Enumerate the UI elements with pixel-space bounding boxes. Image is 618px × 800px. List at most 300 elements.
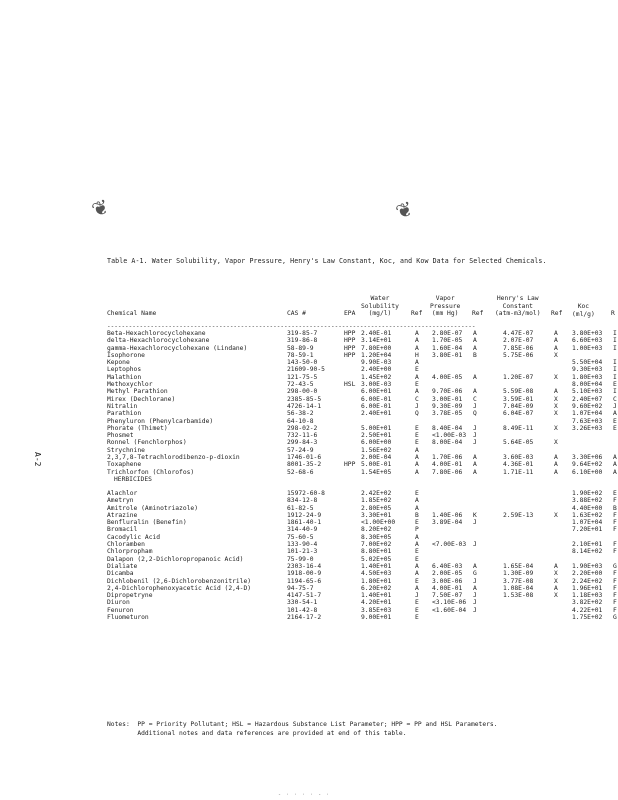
cas-cell: 298-02-2 (287, 424, 318, 432)
ref-cell: Q (415, 410, 419, 418)
ref-cell: A (473, 337, 477, 345)
ref-cell: E (415, 432, 419, 440)
chemical-name-cell: Dialiate (107, 562, 138, 570)
ref-cell: A (415, 541, 419, 549)
cas-cell: 64-10-8 (287, 417, 314, 425)
header-rule: ------------------------------------------------------------------------------------------------------ (107, 323, 476, 330)
ref-cell: I (613, 373, 617, 381)
chemical-name-cell: Phorate (Thimet) (107, 424, 168, 432)
solubility-cell: 3.00E-03 (361, 381, 392, 389)
chemical-name-cell: 2,4-Dichlorophenoxyacetic Acid (2,4-D) (107, 584, 252, 592)
ref-cell: A (473, 454, 477, 462)
ref-cell: J (613, 402, 617, 410)
chemical-name-cell: Malathion (107, 373, 142, 381)
header-ref1: Ref (411, 310, 423, 317)
solubility-cell: <1.00E+00 (361, 519, 396, 527)
ref-cell: A (415, 497, 419, 505)
cas-cell: 94-75-7 (287, 584, 314, 592)
solubility-cell: 2.50E+01 (361, 432, 392, 440)
vapor-pressure-cell: 2.00E-05 (432, 570, 463, 578)
table-row (107, 614, 618, 621)
vapor-pressure-cell: 9.70E-06 (432, 388, 463, 396)
koc-cell: 2.24E+02 (572, 577, 603, 585)
ref-cell: A (473, 468, 477, 476)
ref-cell: A (415, 344, 419, 352)
table-row (107, 541, 618, 548)
chemical-name-cell: Ametryn (107, 497, 134, 505)
vapor-pressure-cell: 8.00E-04 (432, 439, 463, 447)
koc-cell: 6.10E+00 (572, 468, 603, 476)
table-row (107, 563, 618, 570)
page-number: A-2 (33, 452, 42, 467)
solubility-cell: 1.40E+01 (361, 592, 392, 600)
ref-cell: A (554, 344, 558, 352)
ref-cell: J (415, 592, 419, 600)
table-body (107, 330, 618, 621)
ref-cell: X (554, 410, 558, 418)
header-koc: Koc (ml/g) (572, 303, 595, 318)
chemical-name-cell: Leptophos (107, 366, 142, 374)
vapor-pressure-cell: 1.60E-04 (432, 344, 463, 352)
koc-cell: 1.07E+04 (572, 410, 603, 418)
chemical-name-cell: Phosmet (107, 432, 134, 440)
henrys-constant-cell: 1.08E-04 (503, 584, 534, 592)
ref-cell: I (613, 330, 617, 337)
henrys-constant-cell: 8.49E-11 (503, 424, 534, 432)
cas-cell: 8001-35-2 (287, 461, 322, 469)
section-heading: HERBICIDES (114, 475, 152, 483)
ref-cell: F (613, 497, 617, 505)
henrys-constant-cell: 5.75E-06 (503, 351, 534, 359)
ref-cell: A (415, 337, 419, 345)
koc-cell: 1.96E+01 (572, 584, 603, 592)
table-row (107, 403, 618, 410)
ref-cell: F (613, 511, 617, 519)
chemical-name-cell: Kepone (107, 359, 130, 367)
cas-cell: 732-11-6 (287, 432, 318, 440)
table-row (107, 425, 618, 432)
koc-cell: 1.90E+03 (572, 562, 603, 570)
cas-cell: 58-89-9 (287, 344, 314, 352)
ref-cell: I (613, 388, 617, 396)
solubility-cell: 6.00E+00 (361, 439, 392, 447)
chemical-name-cell: Methyl Parathion (107, 388, 168, 396)
cas-cell: 2303-16-4 (287, 562, 322, 570)
ref-cell: J (473, 432, 477, 440)
header-vapor-pressure: Vapor Pressure (mm Hg) (430, 295, 461, 318)
cas-cell: 1194-65-6 (287, 577, 322, 585)
chemical-name-cell: Beta-Hexachlorocyclohexane (107, 330, 206, 337)
ref-cell: G (473, 570, 477, 578)
henrys-constant-cell: 1.53E-08 (503, 592, 534, 600)
vapor-pressure-cell: <3.10E-06 (432, 599, 467, 607)
ref-cell: J (473, 541, 477, 549)
chemical-name-cell: 2,3,7,8-Tetrachlorodibenzo-p-dioxin (107, 454, 240, 462)
ref-cell: X (554, 570, 558, 578)
koc-cell: 7.63E+03 (572, 417, 603, 425)
henrys-constant-cell: 7.85E-06 (503, 344, 534, 352)
cas-cell: 56-38-2 (287, 410, 314, 418)
ref-cell: X (554, 395, 558, 403)
ref-cell: E (613, 417, 617, 425)
koc-cell: 9.60E+02 (572, 402, 603, 410)
henrys-constant-cell: 5.59E-08 (503, 388, 534, 396)
koc-cell: 6.60E+03 (572, 337, 603, 345)
solubility-cell: 3.85E+03 (361, 606, 392, 614)
koc-cell: 1.75E+02 (572, 613, 603, 621)
chemical-name-cell: delta-Hexachlorocyclohexane (107, 337, 210, 345)
ref-cell: A (473, 344, 477, 352)
ref-cell: J (473, 592, 477, 600)
chemical-name-cell: Dichlobenil (2,6-Dichlorobenzonitrile) (107, 577, 252, 585)
solubility-cell: 4.50E+03 (361, 570, 392, 578)
ref-cell: E (415, 613, 419, 621)
ref-cell: A (554, 562, 558, 570)
cas-cell: 330-54-1 (287, 599, 318, 607)
ref-cell: F (613, 570, 617, 578)
cas-cell: 57-24-9 (287, 446, 314, 454)
cas-cell: 1746-01-6 (287, 454, 322, 462)
epa-cell: HPP (344, 344, 356, 352)
henrys-constant-cell: 1.30E-09 (503, 570, 534, 578)
table-row (107, 519, 618, 526)
solubility-cell: 1.56E+02 (361, 446, 392, 454)
header-chemical-name: Chemical Name (107, 310, 157, 317)
henrys-constant-cell: 1.20E-07 (503, 373, 534, 381)
henrys-constant-cell: 2.07E-07 (503, 337, 534, 345)
ref-cell: E (613, 489, 617, 497)
ref-cell: X (554, 424, 558, 432)
ref-cell: I (613, 344, 617, 352)
vapor-pressure-cell: 4.00E-05 (432, 373, 463, 381)
ref-cell: G (613, 562, 617, 570)
ref-cell: E (613, 381, 617, 389)
solubility-cell: 9.90E-03 (361, 359, 392, 367)
ref-cell: J (473, 519, 477, 527)
table-row (107, 352, 618, 359)
chemical-name-cell: Phenyluron (Phenylcarbamide) (107, 417, 214, 425)
ref-cell: A (473, 562, 477, 570)
epa-cell: HPP (344, 461, 356, 469)
koc-cell: 1.00E+03 (572, 344, 603, 352)
ref-cell: E (415, 489, 419, 497)
scan-smudge-right: ❦ (392, 195, 417, 225)
koc-cell: 9.30E+03 (572, 366, 603, 374)
chemical-name-cell: Diuron (107, 599, 130, 607)
ref-cell: E (415, 577, 419, 585)
koc-cell: 4.22E+01 (572, 606, 603, 614)
solubility-cell: 1.20E+04 (361, 351, 392, 359)
table-row (107, 374, 618, 381)
chemical-name-cell: Nitralin (107, 402, 138, 410)
ref-cell: A (415, 454, 419, 462)
koc-cell: 3.80E+03 (572, 330, 603, 337)
vapor-pressure-cell: 3.89E-04 (432, 519, 463, 527)
vapor-pressure-cell: 9.30E-09 (432, 402, 463, 410)
chemical-name-cell: Chlorpropham (107, 548, 153, 556)
cas-cell: 101-21-3 (287, 548, 318, 556)
header-water-solubility: Water Solubility (mg/l) (361, 295, 399, 318)
chemical-name-cell: Mirex (Dechlorane) (107, 395, 176, 403)
table-row (107, 505, 618, 512)
ref-cell: C (473, 395, 477, 403)
chemical-name-cell: Cacodylic Acid (107, 533, 161, 541)
koc-cell: 1.80E+03 (572, 373, 603, 381)
vapor-pressure-cell: 1.40E-06 (432, 511, 463, 519)
ref-cell: B (415, 511, 419, 519)
ref-cell: X (554, 402, 558, 410)
solubility-cell: 2.80E+05 (361, 504, 392, 512)
table-row (107, 497, 618, 504)
chemical-name-cell: Chloramben (107, 541, 145, 549)
ref-cell: F (613, 577, 617, 585)
cas-cell: 101-42-8 (287, 606, 318, 614)
table-row (107, 585, 618, 592)
solubility-cell: 7.80E+00 (361, 344, 392, 352)
ref-cell: F (613, 584, 617, 592)
ref-cell: I (613, 337, 617, 345)
ref-cell: J (473, 599, 477, 607)
solubility-cell: 3.30E+01 (361, 511, 392, 519)
vapor-pressure-cell: 3.00E-06 (432, 577, 463, 585)
ref-cell: X (554, 592, 558, 600)
ref-cell: A (473, 388, 477, 396)
ref-cell: X (554, 351, 558, 359)
vapor-pressure-cell: 4.00E-01 (432, 461, 463, 469)
chemical-name-cell: gamma-Hexachlorocyclohexane (Lindane) (107, 344, 248, 352)
solubility-cell: 7.00E+02 (361, 541, 392, 549)
koc-cell: 3.82E+02 (572, 599, 603, 607)
chemical-name-cell: Alachlor (107, 489, 138, 497)
ref-cell: A (415, 570, 419, 578)
ref-cell: E (415, 381, 419, 389)
table-row (107, 490, 618, 497)
solubility-cell: 8.30E+05 (361, 533, 392, 541)
ref-cell: E (415, 439, 419, 447)
solubility-cell: 5.00E+01 (361, 424, 392, 432)
vapor-pressure-cell: 7.80E-06 (432, 468, 463, 476)
ref-cell: E (415, 599, 419, 607)
ref-cell: B (613, 504, 617, 512)
chemical-name-cell: Bromacil (107, 526, 138, 534)
table-row (107, 607, 618, 614)
ref-cell: E (613, 424, 617, 432)
cas-cell: 1861-40-1 (287, 519, 322, 527)
ref-cell: A (415, 504, 419, 512)
chemical-name-cell: Benfluralin (Benefin) (107, 519, 187, 527)
ref-cell: A (415, 330, 419, 337)
table-caption: Table A-1. Water Solubility, Vapor Pressure, Henry's Law Constant, Koc, and Kow Data for Selected Chemicals. (107, 257, 547, 265)
koc-cell: 8.14E+02 (572, 548, 603, 556)
table-row (107, 396, 618, 403)
koc-cell: 5.50E+04 (572, 359, 603, 367)
ref-cell: K (473, 511, 477, 519)
ref-cell: F (613, 606, 617, 614)
solubility-cell: 2.00E-04 (361, 454, 392, 462)
ref-cell: P (415, 526, 419, 534)
table-row (107, 432, 618, 439)
ref-cell: F (613, 526, 617, 534)
chemical-name-cell: Atrazine (107, 511, 138, 519)
table-row (107, 570, 618, 577)
solubility-cell: 1.54E+05 (361, 468, 392, 476)
solubility-cell: 9.00E+01 (361, 613, 392, 621)
ref-cell: A (473, 461, 477, 469)
table-row (107, 410, 618, 417)
ref-cell: E (415, 606, 419, 614)
ref-cell: Q (473, 410, 477, 418)
cas-cell: 61-82-5 (287, 504, 314, 512)
vapor-pressure-cell: 6.40E-03 (432, 562, 463, 570)
solubility-cell: 6.20E+02 (361, 584, 392, 592)
solubility-cell: 8.20E+02 (361, 526, 392, 534)
cas-cell: 4726-14-1 (287, 402, 322, 410)
ref-cell: A (415, 584, 419, 592)
ref-cell: A (554, 330, 558, 337)
ref-cell: J (473, 439, 477, 447)
ref-cell: F (613, 541, 617, 549)
table-row (107, 330, 618, 337)
vapor-pressure-cell: 8.40E-04 (432, 424, 463, 432)
koc-cell: 2.40E+07 (572, 395, 603, 403)
header-ref3: Ref (551, 310, 563, 317)
henrys-constant-cell: 4.47E-07 (503, 330, 534, 337)
cas-cell: 4147-51-7 (287, 592, 322, 600)
vapor-pressure-cell: 1.70E-06 (432, 454, 463, 462)
ref-cell: J (473, 577, 477, 585)
chemical-name-cell: Strychnine (107, 446, 145, 454)
vapor-pressure-cell: 3.00E-01 (432, 395, 463, 403)
ref-cell: E (415, 519, 419, 527)
table-row (107, 599, 618, 606)
cas-cell: 2385-85-5 (287, 395, 322, 403)
chemical-name-cell: Methoxychlor (107, 381, 153, 389)
cas-cell: 75-99-0 (287, 555, 314, 563)
header-henrys-law: Henry's Law Constant (atm-m3/mol) (495, 295, 541, 318)
cas-cell: 15972-60-8 (287, 489, 325, 497)
henrys-constant-cell: 1.71E-11 (503, 468, 534, 476)
ref-cell: A (415, 359, 419, 367)
solubility-cell: 1.80E+01 (361, 577, 392, 585)
vapor-pressure-cell: 1.70E-05 (432, 337, 463, 345)
koc-cell: 3.30E+06 (572, 454, 603, 462)
ref-cell: F (613, 592, 617, 600)
cas-cell: 52-68-6 (287, 468, 314, 476)
solubility-cell: 1.45E+02 (361, 373, 392, 381)
table-row (107, 454, 618, 461)
ref-cell: A (415, 562, 419, 570)
chemical-name-cell: Amitrole (Aminotriazole) (107, 504, 198, 512)
ref-cell: X (554, 511, 558, 519)
chemical-name-cell: Dicamba (107, 570, 134, 578)
footer-marks: - · · · · - · (278, 792, 331, 798)
vapor-pressure-cell: <1.60E-04 (432, 606, 467, 614)
solubility-cell: 3.14E+01 (361, 337, 392, 345)
solubility-cell: 2.40E-01 (361, 330, 392, 337)
koc-cell: 1.63E+02 (572, 511, 603, 519)
koc-cell: 4.40E+00 (572, 504, 603, 512)
chemical-name-cell: Parathion (107, 410, 142, 418)
ref-cell: A (613, 461, 617, 469)
ref-cell: F (613, 548, 617, 556)
henrys-constant-cell: 3.60E-03 (503, 454, 534, 462)
ref-cell: J (473, 606, 477, 614)
ref-cell: J (473, 402, 477, 410)
koc-cell: 1.07E+04 (572, 519, 603, 527)
ref-cell: A (415, 468, 419, 476)
ref-cell: H (415, 351, 419, 359)
solubility-cell: 5.02E+05 (361, 555, 392, 563)
solubility-cell: 6.00E+01 (361, 388, 392, 396)
cas-cell: 298-00-0 (287, 388, 318, 396)
ref-cell: C (613, 395, 617, 403)
ref-cell: A (415, 388, 419, 396)
table-row (107, 556, 618, 563)
ref-cell: F (613, 599, 617, 607)
solubility-cell: 2.40E+01 (361, 410, 392, 418)
solubility-cell: 6.00E-01 (361, 402, 392, 410)
chemical-name-cell: Trichlorfon (Chlorofos) (107, 468, 195, 476)
header-cas: CAS # (287, 310, 306, 317)
henrys-constant-cell: 4.36E-01 (503, 461, 534, 469)
koc-cell: 3.88E+02 (572, 497, 603, 505)
table-row (107, 578, 618, 585)
koc-cell: 7.20E+01 (572, 526, 603, 534)
table-row (107, 337, 618, 344)
table-row (107, 381, 618, 388)
koc-cell: 8.00E+04 (572, 381, 603, 389)
table-row (107, 469, 618, 476)
cas-cell: 72-43-5 (287, 381, 314, 389)
table-row (107, 418, 618, 425)
ref-cell: A (554, 584, 558, 592)
ref-cell: A (554, 468, 558, 476)
vapor-pressure-cell: 2.80E-07 (432, 330, 463, 337)
chemical-name-cell: Fenuron (107, 606, 134, 614)
vapor-pressure-cell: 4.00E-01 (432, 584, 463, 592)
table-row (107, 447, 618, 454)
ref-cell: A (554, 454, 558, 462)
table-row (107, 388, 618, 395)
koc-cell: 1.18E+03 (572, 592, 603, 600)
henrys-constant-cell: 3.59E-01 (503, 395, 534, 403)
cas-cell: 2164-17-2 (287, 613, 322, 621)
vapor-pressure-cell: 3.80E-01 (432, 351, 463, 359)
cas-cell: 314-40-9 (287, 526, 318, 534)
koc-cell: 9.64E+02 (572, 461, 603, 469)
henrys-constant-cell: 1.65E-04 (503, 562, 534, 570)
table-notes: Notes: PP = Priority Pollutant; HSL = Hazardous Substance List Parameter; HPP = PP and HSL Parameters. Additional notes and data references are provided at end of this table. (107, 721, 498, 737)
ref-cell: F (613, 519, 617, 527)
solubility-cell: 6.00E-01 (361, 395, 392, 403)
ref-cell: I (613, 366, 617, 374)
solubility-cell: 2.42E+02 (361, 489, 392, 497)
koc-cell: 3.26E+03 (572, 424, 603, 432)
solubility-cell: 1.85E+02 (361, 497, 392, 505)
ref-cell: E (415, 424, 419, 432)
henrys-constant-cell: 7.04E-09 (503, 402, 534, 410)
koc-cell: 2.10E+01 (572, 541, 603, 549)
ref-cell: B (473, 351, 477, 359)
header-ref4: R (611, 310, 615, 317)
table-row (107, 461, 618, 468)
ref-cell: A (554, 461, 558, 469)
table-row (107, 534, 618, 541)
ref-cell: A (473, 584, 477, 592)
epa-cell: HPP (344, 351, 356, 359)
cas-cell: 1918-00-9 (287, 570, 322, 578)
epa-cell: HPP (344, 330, 356, 337)
